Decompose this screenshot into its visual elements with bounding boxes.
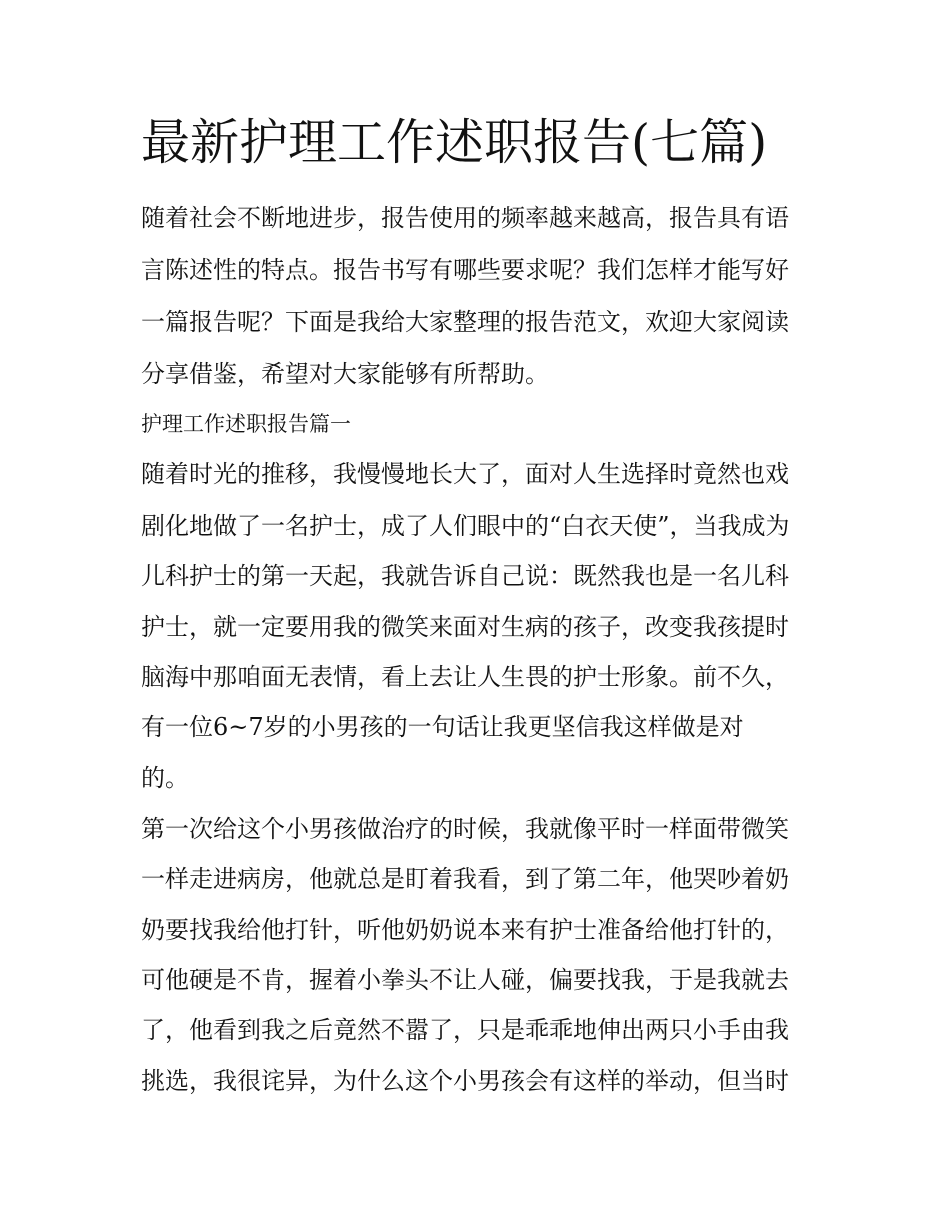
paragraph-line: 挑选，我很诧异，为什么这个小男孩会有这样的举动，但当时 [141,1067,789,1095]
paragraph-line: 一样走进病房，他就总是盯着我看，到了第二年，他哭吵着奶 [141,865,789,893]
paragraph-line: 随着社会不断地进步，报告使用的频率越来越高，报告具有语 [141,204,789,232]
paragraph-line: 第一次给这个小男孩做治疗的时候，我就像平时一样面带微笑 [141,815,789,843]
paragraph-line: 奶要找我给他打针，听他奶奶说本来有护士准备给他打针的， [141,916,789,944]
paragraph-line: 儿科护士的第一天起，我就告诉自己说：既然我也是一名儿科 [141,562,789,590]
section-heading: 护理工作述职报告篇一 [141,412,351,436]
paragraph-line: 可他硬是不肯，握着小拳头不让人碰，偏要找我，于是我就去 [141,966,789,994]
paragraph-line: 一篇报告呢？下面是我给大家整理的报告范文，欢迎大家阅读 [141,308,789,336]
paragraph-line: 有一位6~7岁的小男孩的一句话让我更坚信我这样做是对 [141,713,744,741]
paragraph-line: 分享借鉴，希望对大家能够有所帮助。 [141,360,549,388]
paragraph-line: 护士，就一定要用我的微笑来面对生病的孩子，改变我孩提时 [141,613,789,641]
paragraph-line: 剧化地做了一名护士，成了人们眼中的“白衣天使”，当我成为 [141,512,790,540]
paragraph-line: 的。 [141,764,189,792]
paragraph-line: 随着时光的推移，我慢慢地长大了，面对人生选择时竟然也戏 [141,460,789,488]
paragraph-line: 脑海中那咱面无表情，看上去让人生畏的护士形象。前不久， [141,663,789,691]
document-title: 最新护理工作述职报告(七篇) [141,114,768,171]
paragraph-line: 了，他看到我之后竟然不嚣了，只是乖乖地伸出两只小手由我 [141,1016,789,1044]
paragraph-line: 言陈述性的特点。报告书写有哪些要求呢？我们怎样才能写好 [141,256,789,284]
